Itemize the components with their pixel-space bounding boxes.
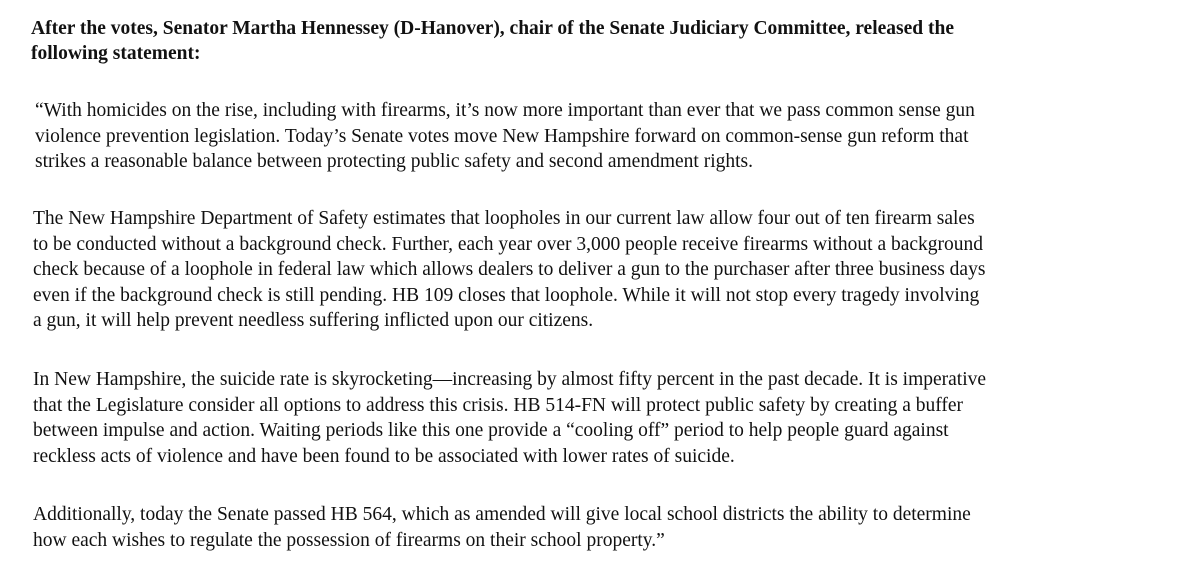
paragraph-line: violence prevention legislation. Today’s Senate votes move New Hampshire forward on common-sense gun reform that [35,125,969,147]
paragraph-line: to be conducted without a background check. Further, each year over 3,000 people receive firearms without a background [33,233,984,255]
paragraph-line: reckless acts of violence and have been found to be associated with lower rates of suicide. [33,445,735,467]
paragraph-line: between impulse and action. Waiting periods like this one provide a “cooling off” period to help people guard against [33,420,949,441]
paragraph-line: strikes a reasonable balance between protecting public safety and second amendment rights. [35,151,753,172]
statement-heading [31,16,1176,66]
paragraph-line: “With homicides on the rise, including with firearms, it’s now more important than ever that we pass common sense gun [35,100,975,121]
paragraph-school-districts [33,502,1183,553]
paragraph-line: how each wishes to regulate the possession of firearms on their school property.” [33,529,665,551]
paragraph-line: even if the background check is still pending. HB 109 closes that loophole. While it will not stop every tragedy involving [33,284,980,306]
paragraph-waiting-periods [33,367,1183,469]
paragraph-line: In New Hampshire, the suicide rate is skyrocketing—increasing by almost fifty percent in the past decade. It is imperative [33,369,987,390]
quote-paragraph-intro [35,98,1185,175]
heading-line: following statement: [31,43,201,64]
heading-line: After the votes, Senator Martha Hennessey (D-Hanover), chair of the Senate Judiciary Committee, released the [31,18,954,39]
paragraph-line: that the Legislature consider all options to address this crisis. HB 514-FN will protect public safety by creating a buffer [33,394,964,416]
paragraph-line: The New Hampshire Department of Safety estimates that loopholes in our current law allow four out of ten firearm sales [33,208,975,229]
paragraph-background-checks [33,206,1183,334]
paragraph-line: a gun, it will help prevent needless suffering inflicted upon our citizens. [33,310,594,331]
paragraph-line: Additionally, today the Senate passed HB 564, which as amended will give local school districts the ability to determine [33,504,971,525]
paragraph-line: check because of a loophole in federal law which allows dealers to deliver a gun to the purchaser after three business days [33,259,986,280]
